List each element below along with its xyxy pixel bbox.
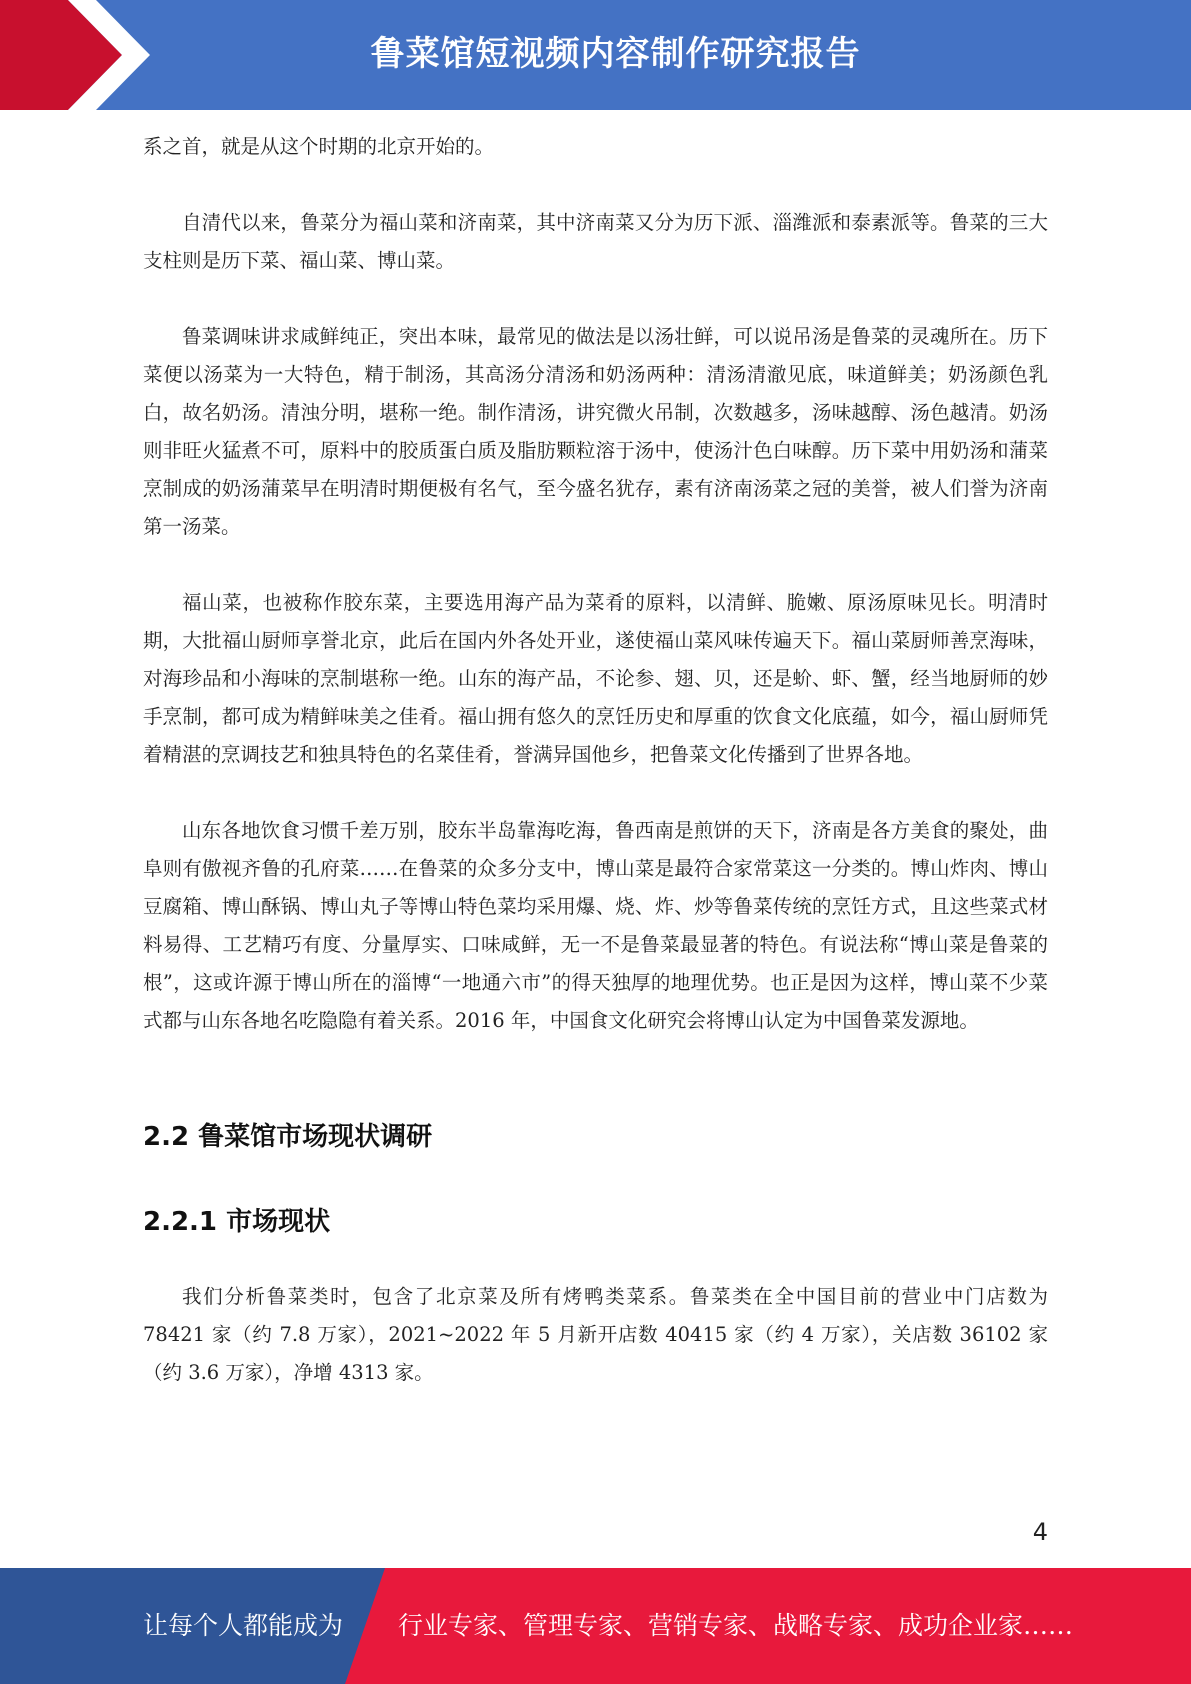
paragraph-lu-cuisine-branches: 自清代以来，鲁菜分为福山菜和济南菜，其中济南菜又分为历下派、淄潍派和泰素派等。鲁菜的三大支柱则是历下菜、福山菜、博山菜。 (143, 211, 1048, 272)
header-chevron-decoration (0, 0, 160, 110)
report-title: 鲁菜馆短视频内容制作研究报告 (370, 34, 861, 74)
section-heading: 2.2 鲁菜馆市场现状调研 (143, 1122, 433, 1152)
page-header (0, 0, 1191, 110)
paragraph-lixia-soup: 鲁菜调味讲求咸鲜纯正，突出本味，最常见的做法是以汤壮鲜，可以说吊汤是鲁菜的灵魂所在。历下菜便以汤菜为一大特色，精于制汤，其高汤分清汤和奶汤两种：清汤清澈见底，味道鲜美；奶汤颜色乳白，故名奶汤。清浊分明，堪称一绝。制作清汤，讲究微火吊制，次数越多，汤味越醇、汤色越清。奶汤则非旺火猛煮不可，原料中的胶质蛋白质及脂肪颗粒溶于汤中，使汤汁色白味醇。历下菜中用奶汤和蒲菜烹制成的奶汤蒲菜早在明清时期便极有名气，至今盛名犹存，素有济南汤菜之冠的美誉，被人们誉为济南第一汤菜。 (143, 325, 1048, 538)
page-footer (0, 1568, 1191, 1684)
document-body (143, 128, 1048, 1392)
paragraph-boshan-cuisine: 山东各地饮食习惯千差万别，胶东半岛靠海吃海，鲁西南是煎饼的天下，济南是各方美食的聚处，曲阜则有傲视齐鲁的孔府菜……在鲁菜的众多分支中，博山菜是最符合家常菜这一分类的。博山炸肉、博山豆腐箱、博山酥锅、博山丸子等博山特色菜均采用爆、烧、炸、炒等鲁菜传统的烹饪方式，且这些菜式材料易得、工艺精巧有度、分量厚实、口味咸鲜，无一不是鲁菜最显著的特色。有说法称“博山菜是鲁菜的根”，这或许源于博山所在的淄博“一地通六市”的得天独厚的地理优势。也正是因为这样，博山菜不少菜式都与山东各地名吃隐隐有着关系。2016 年，中国食文化研究会将博山认定为中国鲁菜发源地。 (143, 819, 1048, 1032)
paragraph-continuation: 系之首，就是从这个时期的北京开始的。 (143, 135, 495, 158)
footer-slogan-right: 行业专家、管理专家、营销专家、战略专家、成功企业家…… (398, 1611, 1074, 1640)
paragraph-market-status: 我们分析鲁菜类时，包含了北京菜及所有烤鸭类菜系。鲁菜类在全中国目前的营业中门店数为 78421 家（约 7.8 万家），2021~2022 年 5 月新开店数 40415 家（约 4 万家），关店数 36102 家（约 3.6 万家），净增 4313 家。 (143, 1285, 1048, 1384)
footer-slogan-left: 让每个人都能成为 (143, 1611, 344, 1640)
paragraph-fushan-cuisine: 福山菜，也被称作胶东菜，主要选用海产品为菜肴的原料，以清鲜、脆嫩、原汤原味见长。明清时期，大批福山厨师享誉北京，此后在国内外各处开业，遂使福山菜风味传遍天下。福山菜厨师善烹海味，对海珍品和小海味的烹制堪称一绝。山东的海产品，不论参、翅、贝，还是蚧、虾、蟹，经当地厨师的妙手烹制，都可成为精鲜味美之佳肴。福山拥有悠久的烹饪历史和厚重的饮食文化底蕴，如今，福山厨师凭着精湛的烹调技艺和独具特色的名菜佳肴，誉满异国他乡，把鲁菜文化传播到了世界各地。 (143, 591, 1048, 766)
page-number: 4 (1032, 1518, 1048, 1546)
subsection-heading: 2.2.1 市场现状 (143, 1207, 331, 1237)
